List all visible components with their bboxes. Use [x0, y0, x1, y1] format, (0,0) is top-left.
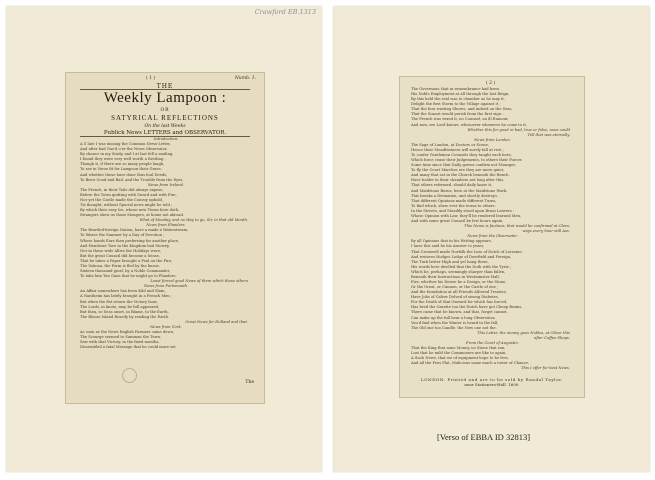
verse-line: And restores Hodges Lodge of Deerfield and Foreign,: [411, 254, 512, 259]
verse-line: Or the Great, or Cannon, or the Castle of one ;: [411, 285, 499, 290]
section-heading: News from Portsmouth.: [143, 284, 189, 289]
imprint-line-2: near Stationers-Hall. 1690.: [464, 382, 520, 387]
recto-verse-body: [80, 137, 252, 391]
verse-line: An Affair somewhere has been Kild and Slain,: [80, 289, 166, 294]
section-heading: Introduction.: [153, 137, 179, 141]
imprint-line-1: LONDON, Printed and are to be sold by Randal Taylor,: [420, 377, 564, 382]
verse-line: Has bred the Gazette too the Dutch have got Cheap Brains,: [411, 305, 523, 310]
verse-line: Which he, perhaps, seemingly sharper than fallen,: [411, 269, 506, 274]
masthead-title: Weekly Lampoon :: [103, 90, 227, 106]
verse-line: Have holder in their chambers not long after this,: [411, 178, 505, 183]
section-heading: News from Ireland.: [147, 182, 185, 187]
verse-line: Whose hands Ears then preferring for another place,: [80, 238, 180, 243]
imprint: [400, 377, 584, 387]
verse-line: I have this said he his Answer to years,: [411, 244, 485, 249]
verse-line: Delight the first Storm to the Village against it ;: [411, 102, 501, 107]
verse-line: To find which, shew ever the terms to others.: [411, 203, 496, 208]
verse-line: By chance in my Study, and I at last fell a smiling,: [80, 152, 174, 157]
verse-line: Hence their Steadfastness will surely fall at rest ;: [411, 147, 504, 152]
verse-line: By this held the seal was to chamber as he may it,: [411, 97, 505, 102]
verse-line: The Bearded-foreign Nation, have a made a Waterstream,: [80, 228, 189, 233]
verse-line: Strangers show us those Mongers, at home not abroad.: [80, 213, 185, 218]
verse-line: Before the Town quitting with Sword and with Fire,: [80, 192, 177, 197]
page-number: ( 2 ): [486, 81, 496, 86]
verse-line: The Turk better High and yet hang there,: [411, 259, 489, 264]
recto-sheet: [6, 6, 322, 472]
verse-line: His Noble Employment at all through the last Reign,: [411, 92, 510, 97]
verse-line: Great News for Holland and that.: [185, 319, 248, 324]
verse-line: That the fear wasting Shores, and indeed on the Seas,: [411, 107, 513, 112]
section-heading: News from London.: [474, 137, 511, 142]
verse-line: That he takes a Paper brought a Peal on the Fire,: [80, 258, 173, 263]
verse-line: Nor yet the Castle made the Convoy uphold,: [80, 197, 164, 202]
verse-line: Can make up the full hear a long Observator,: [411, 315, 496, 320]
verse-line: What of Monday, and no Way to go, Sir, in that old Month.: [139, 218, 248, 223]
verse-line: Tis thought, without Special news might be told ;: [80, 203, 173, 208]
verse-line: His words here dwelled that the Doth with the Tyrie ;: [411, 264, 512, 269]
rule-top: [80, 89, 250, 90]
verse-line: Whether this for good or bad, true or false, none could: [467, 127, 570, 132]
verse-line: There came that be known, and that, forget cannot,: [411, 310, 508, 315]
verse-line: The Old one too Candle, the New one not the.: [411, 325, 497, 330]
verse-line: And after had Gaz'd o'er the News Observator,: [80, 147, 168, 152]
verse-line: To take him Ten Guns that he might go to Flanders.: [80, 274, 177, 279]
image-caption: [Verso of EBBA ID 32813]: [437, 432, 531, 442]
page-number: ( 1 ): [146, 76, 156, 81]
verse-line: The Vatican, the Form is fled by the burns.: [80, 263, 160, 268]
verse-line: This I offer for best News.: [521, 366, 570, 371]
masthead-the: THE: [156, 83, 174, 90]
verse-line: And now, ere Lord knows, whosoever whenever he come to it,: [411, 122, 528, 127]
verse-line: In the Streets, and Steadily stood upon Brass Leavers :: [411, 208, 515, 213]
verse-line: Fire, whether his Desire be a Design, or the Stone,: [411, 279, 507, 284]
verse-line: You'd find when the Winter is heard in the fall,: [411, 320, 499, 325]
verse-line: That the Sunset would perish from the first sign :: [411, 112, 504, 117]
verse-line: The French was vexed it, no Counsel, no ill Rumour,: [411, 117, 509, 122]
section-heading: News from Cork.: [150, 324, 182, 329]
section-heading: From the Court of Augustin.: [466, 340, 519, 345]
verse-line: This Name is factious, that would be confirmed at Clara,: [464, 224, 570, 229]
verse-line: Have Jobs of Calver Delved of strong Diabetes,: [411, 295, 499, 300]
verse-line: By which their easy Ire, whose new Times here doth,: [80, 208, 180, 213]
verse-line: To Weave the Summer by a Day of Devotion ;: [80, 233, 165, 238]
verse-line: Sixteen thousand good, by a Noble Commander,: [80, 269, 171, 274]
section-heading: News from Flanders.: [146, 223, 186, 228]
verse-line: Though it, if there are so many people laugh,: [80, 162, 165, 167]
verse-line: Which force cease their Judgements, to others their Forces: [411, 158, 522, 163]
verse-line: Whose Opinion with Law, they'll be rendered learned Men,: [411, 213, 522, 218]
masthead-or: OR: [160, 108, 170, 113]
verse-line: And many that sat in the Church beneath the Bench,: [411, 173, 510, 178]
verse-line: I found they were very well worth a Reviling :: [80, 157, 166, 162]
verse-line: To confer Gentlemen Counsels they taught each here,: [411, 153, 512, 158]
verse-line: A Such News, that we of equipment hope to be free,: [411, 356, 509, 361]
verse-line: And Maidstone Burns, here at the Maidstone Work,: [411, 188, 508, 193]
verse-line: But when the Fat return the Victory hour,: [80, 299, 158, 304]
verse-line: That others reformed, should daily know it,: [411, 183, 493, 188]
verse-line: For the Death of that Onward for which has forced,: [411, 300, 508, 305]
verse-line: This Letter, the money goes Nobles, at Oliver this: [477, 330, 570, 335]
handwritten-shelfmark: Crawford EB.1313: [254, 8, 316, 16]
section-heading: News from the Observator.: [467, 234, 518, 239]
verse-line: Nor in these wide Allies the Holidays were,: [80, 248, 162, 253]
library-stamp: [122, 368, 137, 383]
verse-line: This breaks a Divination, and shortly destroys.: [411, 193, 499, 198]
masthead-subtitle: SATYRICAL REFLECTIONS: [111, 114, 219, 122]
verse-line: As soon as the News English Farmers came down,: [80, 329, 175, 334]
catchword: The: [245, 380, 254, 385]
verse-line: The Bloose Island Rosedy by reading the Earth.: [80, 314, 170, 319]
recto-printed-leaf: [65, 72, 265, 404]
verse-line: ways every hour still Ass.: [522, 229, 570, 234]
verse-line: The Lords, in knots, may be full appeared,: [80, 304, 160, 309]
verse-line: Some time since that Daily gowns confirm not Stranger,: [411, 163, 516, 168]
issue-number: Numb. 1.: [234, 76, 256, 81]
verse-line: To see in Verse fit for Lampoon their Grave,: [80, 167, 162, 172]
verse-line: And the foundation at all Friends Allowed Treaties,: [411, 290, 507, 295]
verse-line: Least forced good News of them which those others: [150, 279, 248, 284]
verse-line: To Brew Good and Bad, and the Trouble from the Eyes.: [80, 177, 184, 182]
verse-line: The French, in their Toils did always expose,: [80, 187, 164, 192]
verse-line: after Coffee-Shops.: [534, 335, 570, 340]
verse-line: Tell that was eternally.: [527, 132, 570, 137]
masthead-publick-line: Publick News LETTERS and OBSERVATOR.: [103, 130, 227, 136]
verse-line: A Nantheim has lately brought in a French Men ;: [80, 294, 173, 299]
verse-line: And Hendeser Tore in the Kingdom bad Stowey,: [80, 243, 170, 248]
verso-printed-leaf: [399, 76, 585, 398]
verse-line: Saw with that Victory, in the fixed months,: [80, 340, 160, 345]
verse-line: And with some great Council be few hours again.: [411, 219, 504, 224]
verse-line: And whether these have done thus foul Deeds,: [80, 172, 168, 177]
verse-line: By all Opinions that in his Writing appears,: [411, 239, 492, 244]
verse-line: Beneath their Instructions in Westminster Hall,: [411, 274, 500, 279]
verse-line: And all the Fees Flat, Malicious some much a tower of Chance,: [411, 361, 530, 366]
verse-line: To fly the Court Marches ere they are more quiet,: [411, 168, 505, 173]
masthead-on-line: On the last Weeks: [144, 124, 186, 129]
verse-line: The Governour, that in remembrance had been: [411, 87, 499, 91]
verse-line: The Sage of London, at Doctors or Scene,: [411, 142, 490, 147]
verso-sheet: [333, 6, 650, 472]
verse-line: But the great Council did become a Sense,: [80, 253, 160, 258]
verse-line: That the King that none Money, no Stone that run,: [411, 345, 506, 350]
verse-line: But then, so Seas onset, in Blame, to the Earth,: [80, 309, 169, 314]
verse-line: A S late I was musing the Common News-Letter,: [80, 142, 171, 147]
verse-line: Lost that he mild the Commoners are like to again,: [411, 351, 507, 356]
verse-line: That different Opinions made different Turns,: [411, 198, 497, 203]
verse-line: That Cromwell made Norfolk the Loss of Dutch of Lorraine,: [411, 249, 523, 254]
verse-line: The Scourge seemed to Summon the Town,: [80, 335, 162, 340]
verso-verse-body: [411, 87, 574, 383]
verse-line: Dissembled a fatal Message that he could more set: [80, 345, 176, 350]
